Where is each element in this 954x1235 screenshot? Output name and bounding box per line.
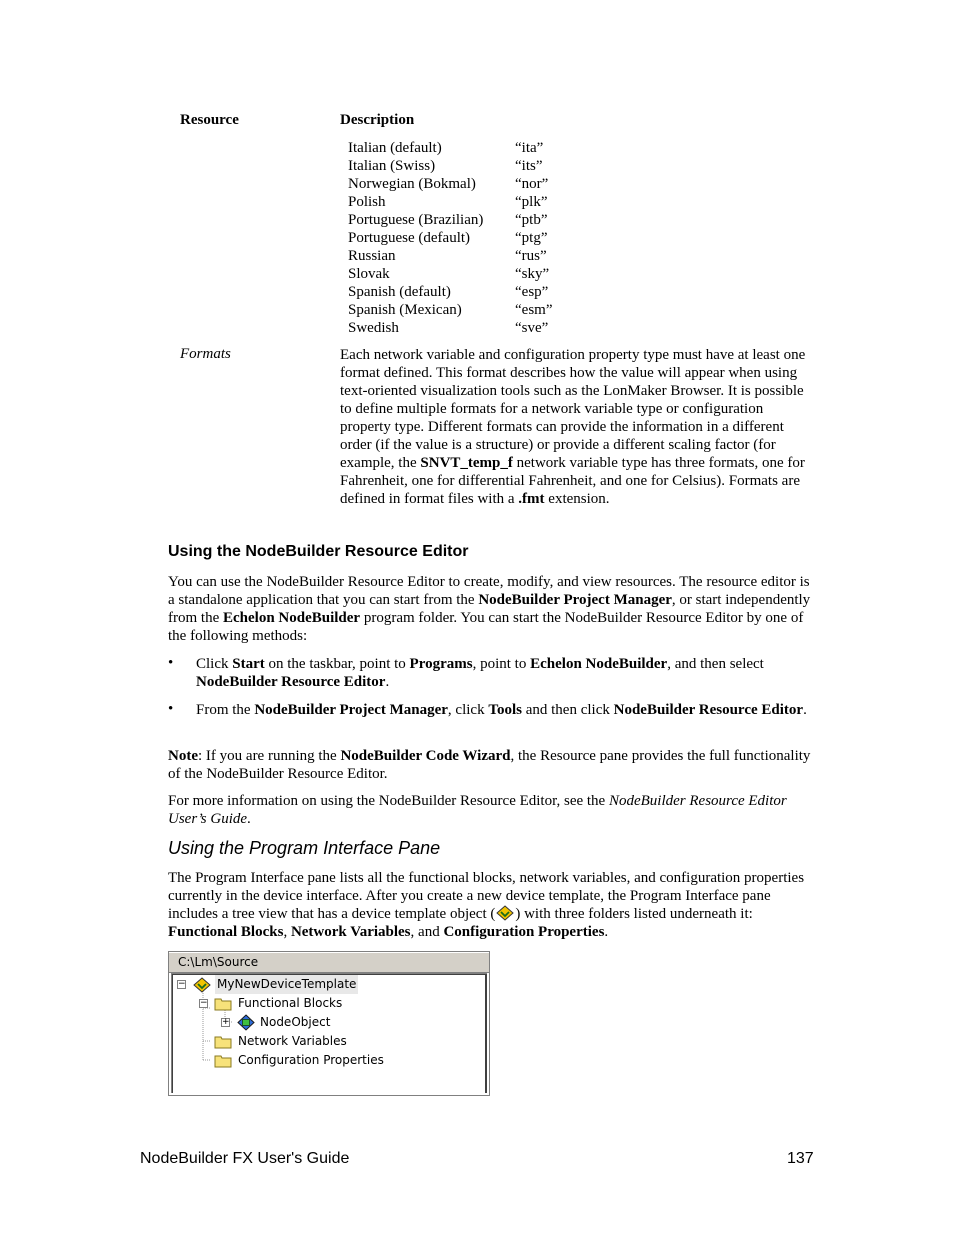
- text: Programs: [409, 656, 473, 672]
- formats-text-2: network variable type has three formats, one for Fahrenheit, one for differential Fahrenheit, and one for Celsius). Formats are defined in format files with a: [340, 455, 805, 507]
- language-name: Portuguese (default): [348, 230, 471, 246]
- language-code: “plk”: [515, 194, 548, 210]
- language-row: [348, 283, 608, 301]
- collapse-toggle-root[interactable]: −: [178, 979, 186, 989]
- text: From the: [196, 702, 255, 718]
- text: NodeBuilder Project Manager: [254, 702, 448, 718]
- text: .: [803, 702, 807, 718]
- language-code: “esp”: [515, 284, 549, 300]
- section-heading-program-interface: Using the Program Interface Pane: [168, 838, 441, 858]
- text: , and: [410, 924, 444, 940]
- snvt-temp-f: SNVT_temp_f: [420, 455, 513, 471]
- text: Echelon NodeBuilder: [530, 656, 668, 672]
- text: Functional Blocks: [168, 924, 284, 940]
- program-interface-screenshot: [168, 951, 490, 1096]
- tree-item-network-variables[interactable]: Network Variables: [238, 1034, 347, 1048]
- text: and then click: [521, 702, 614, 718]
- formats-description: [340, 346, 812, 508]
- language-code: “its”: [515, 158, 543, 174]
- folder-icon: [214, 1035, 232, 1049]
- text: NodeBuilder Resource Editor User’s Guide: [168, 793, 787, 827]
- language-row: [348, 301, 608, 319]
- resource-column-header: Resource: [180, 112, 239, 128]
- folder-icon: [214, 1054, 232, 1068]
- language-code: “esm”: [515, 302, 553, 318]
- language-code: “sky”: [515, 266, 550, 282]
- program-interface-paragraph: [168, 869, 816, 941]
- tree-edge: [485, 974, 487, 1093]
- text: , point to: [472, 656, 531, 672]
- formats-text-1: Each network variable and configuration property type must have at least one format defined. This format describes how the value will appear when using text-oriented visualization tools such as the LonMaker Browser. It is possible to define multiple formats for a network variable type or configuration property type. Different formats can provide the information in a different order (if the value is a structure) or provide a different scaling factor (for example, the: [340, 347, 806, 471]
- text: : If you are running the: [198, 748, 341, 764]
- text: You can use the NodeBuilder Resource Editor to create, modify, and view resources. The resource editor is a standalone application that you can start from the: [168, 574, 810, 608]
- footer-title: NodeBuilder FX User's Guide: [140, 1150, 350, 1167]
- node-object-icon: [236, 1014, 256, 1031]
- tree-view: [171, 973, 487, 1093]
- tree-item-root[interactable]: MyNewDeviceTemplate: [215, 975, 358, 994]
- language-code: “sve”: [515, 320, 549, 336]
- text: , or start independently from the: [168, 592, 811, 626]
- text: , the Resource pane provides the full functionality of the NodeBuilder Resource Editor.: [168, 748, 811, 782]
- expand-toggle-node-object[interactable]: +: [222, 1017, 230, 1027]
- bullet-1-text: [196, 655, 816, 691]
- folder-icon: [214, 997, 232, 1011]
- language-row: [348, 157, 608, 175]
- language-name: Swedish: [348, 320, 399, 336]
- text: Network Variables: [290, 924, 411, 940]
- text: .: [385, 674, 390, 690]
- bullet-2-text: [196, 701, 816, 719]
- section-heading-resource-editor: Using the NodeBuilder Resource Editor: [168, 543, 469, 560]
- description-column-header: Description: [340, 112, 415, 128]
- device-template-icon: [192, 977, 212, 993]
- language-code: “ptb”: [515, 212, 548, 228]
- text: Note: [168, 748, 198, 764]
- language-name: Norwegian (Bokmal): [348, 176, 476, 192]
- bullet-1-dot: •: [168, 655, 174, 671]
- text: .: [247, 811, 251, 827]
- device-template-icon: [495, 905, 515, 921]
- page-number: 137: [787, 1150, 814, 1167]
- more-info-paragraph: [168, 792, 816, 828]
- text: The Program Interface pane lists all the functional blocks, network variables, and configuration properties currently in the device interface. After you create a new device template, the Program Interface pane includes a tree view that has a device template object (: [168, 870, 805, 922]
- language-name: Polish: [348, 194, 386, 210]
- formats-label: Formats: [180, 346, 231, 362]
- bullet-2-dot: •: [168, 701, 174, 717]
- text: Click: [196, 656, 233, 672]
- collapse-toggle-functional-blocks[interactable]: −: [200, 998, 208, 1008]
- language-name: Italian (default): [348, 140, 442, 156]
- resource-editor-intro: [168, 573, 816, 645]
- text: NodeBuilder Code Wizard: [340, 748, 511, 764]
- text: .: [604, 924, 609, 940]
- text: NodeBuilder Resource Editor: [613, 702, 804, 718]
- tree-item-configuration-properties[interactable]: Configuration Properties: [238, 1053, 384, 1067]
- path-bar: C:\Lm\Source: [169, 952, 489, 973]
- text: Start: [232, 656, 265, 672]
- language-code: “ptg”: [515, 230, 548, 246]
- text: Echelon NodeBuilder: [222, 610, 361, 626]
- language-row: [348, 139, 608, 157]
- language-code: “nor”: [515, 176, 549, 192]
- language-name: Spanish (Mexican): [348, 302, 462, 318]
- text: on the taskbar, point to: [264, 656, 410, 672]
- language-row: [348, 229, 608, 247]
- language-name: Spanish (default): [348, 284, 451, 300]
- text: ,: [283, 924, 291, 940]
- text: Configuration Properties: [443, 924, 605, 940]
- language-name: Russian: [348, 248, 396, 264]
- language-name: Italian (Swiss): [348, 158, 436, 174]
- text: program folder. You can start the NodeBuilder Resource Editor by one of the following methods:: [168, 610, 804, 644]
- tree-item-functional-blocks[interactable]: Functional Blocks: [238, 996, 343, 1010]
- text: For more information on using the NodeBuilder Resource Editor, see the: [168, 793, 609, 809]
- language-name: Portuguese (Brazilian): [348, 212, 484, 228]
- language-row: [348, 319, 608, 337]
- formats-text-3: extension.: [544, 491, 610, 507]
- language-row: [348, 211, 608, 229]
- language-row: [348, 247, 608, 265]
- text: , click: [447, 702, 489, 718]
- language-code: “rus”: [515, 248, 547, 264]
- note-paragraph: [168, 747, 816, 783]
- text: Tools: [488, 702, 522, 718]
- language-row: [348, 175, 608, 193]
- text: , and then select: [667, 656, 764, 672]
- language-name: Slovak: [348, 266, 390, 282]
- text: ) with three folders listed underneath it:: [515, 906, 753, 922]
- text: NodeBuilder Resource Editor: [196, 674, 386, 690]
- fmt-extension: .fmt: [518, 491, 545, 507]
- language-row: [348, 193, 608, 211]
- language-code: “ita”: [515, 140, 544, 156]
- text: NodeBuilder Project Manager: [478, 592, 672, 608]
- language-row: [348, 265, 608, 283]
- tree-item-node-object[interactable]: NodeObject: [260, 1015, 331, 1029]
